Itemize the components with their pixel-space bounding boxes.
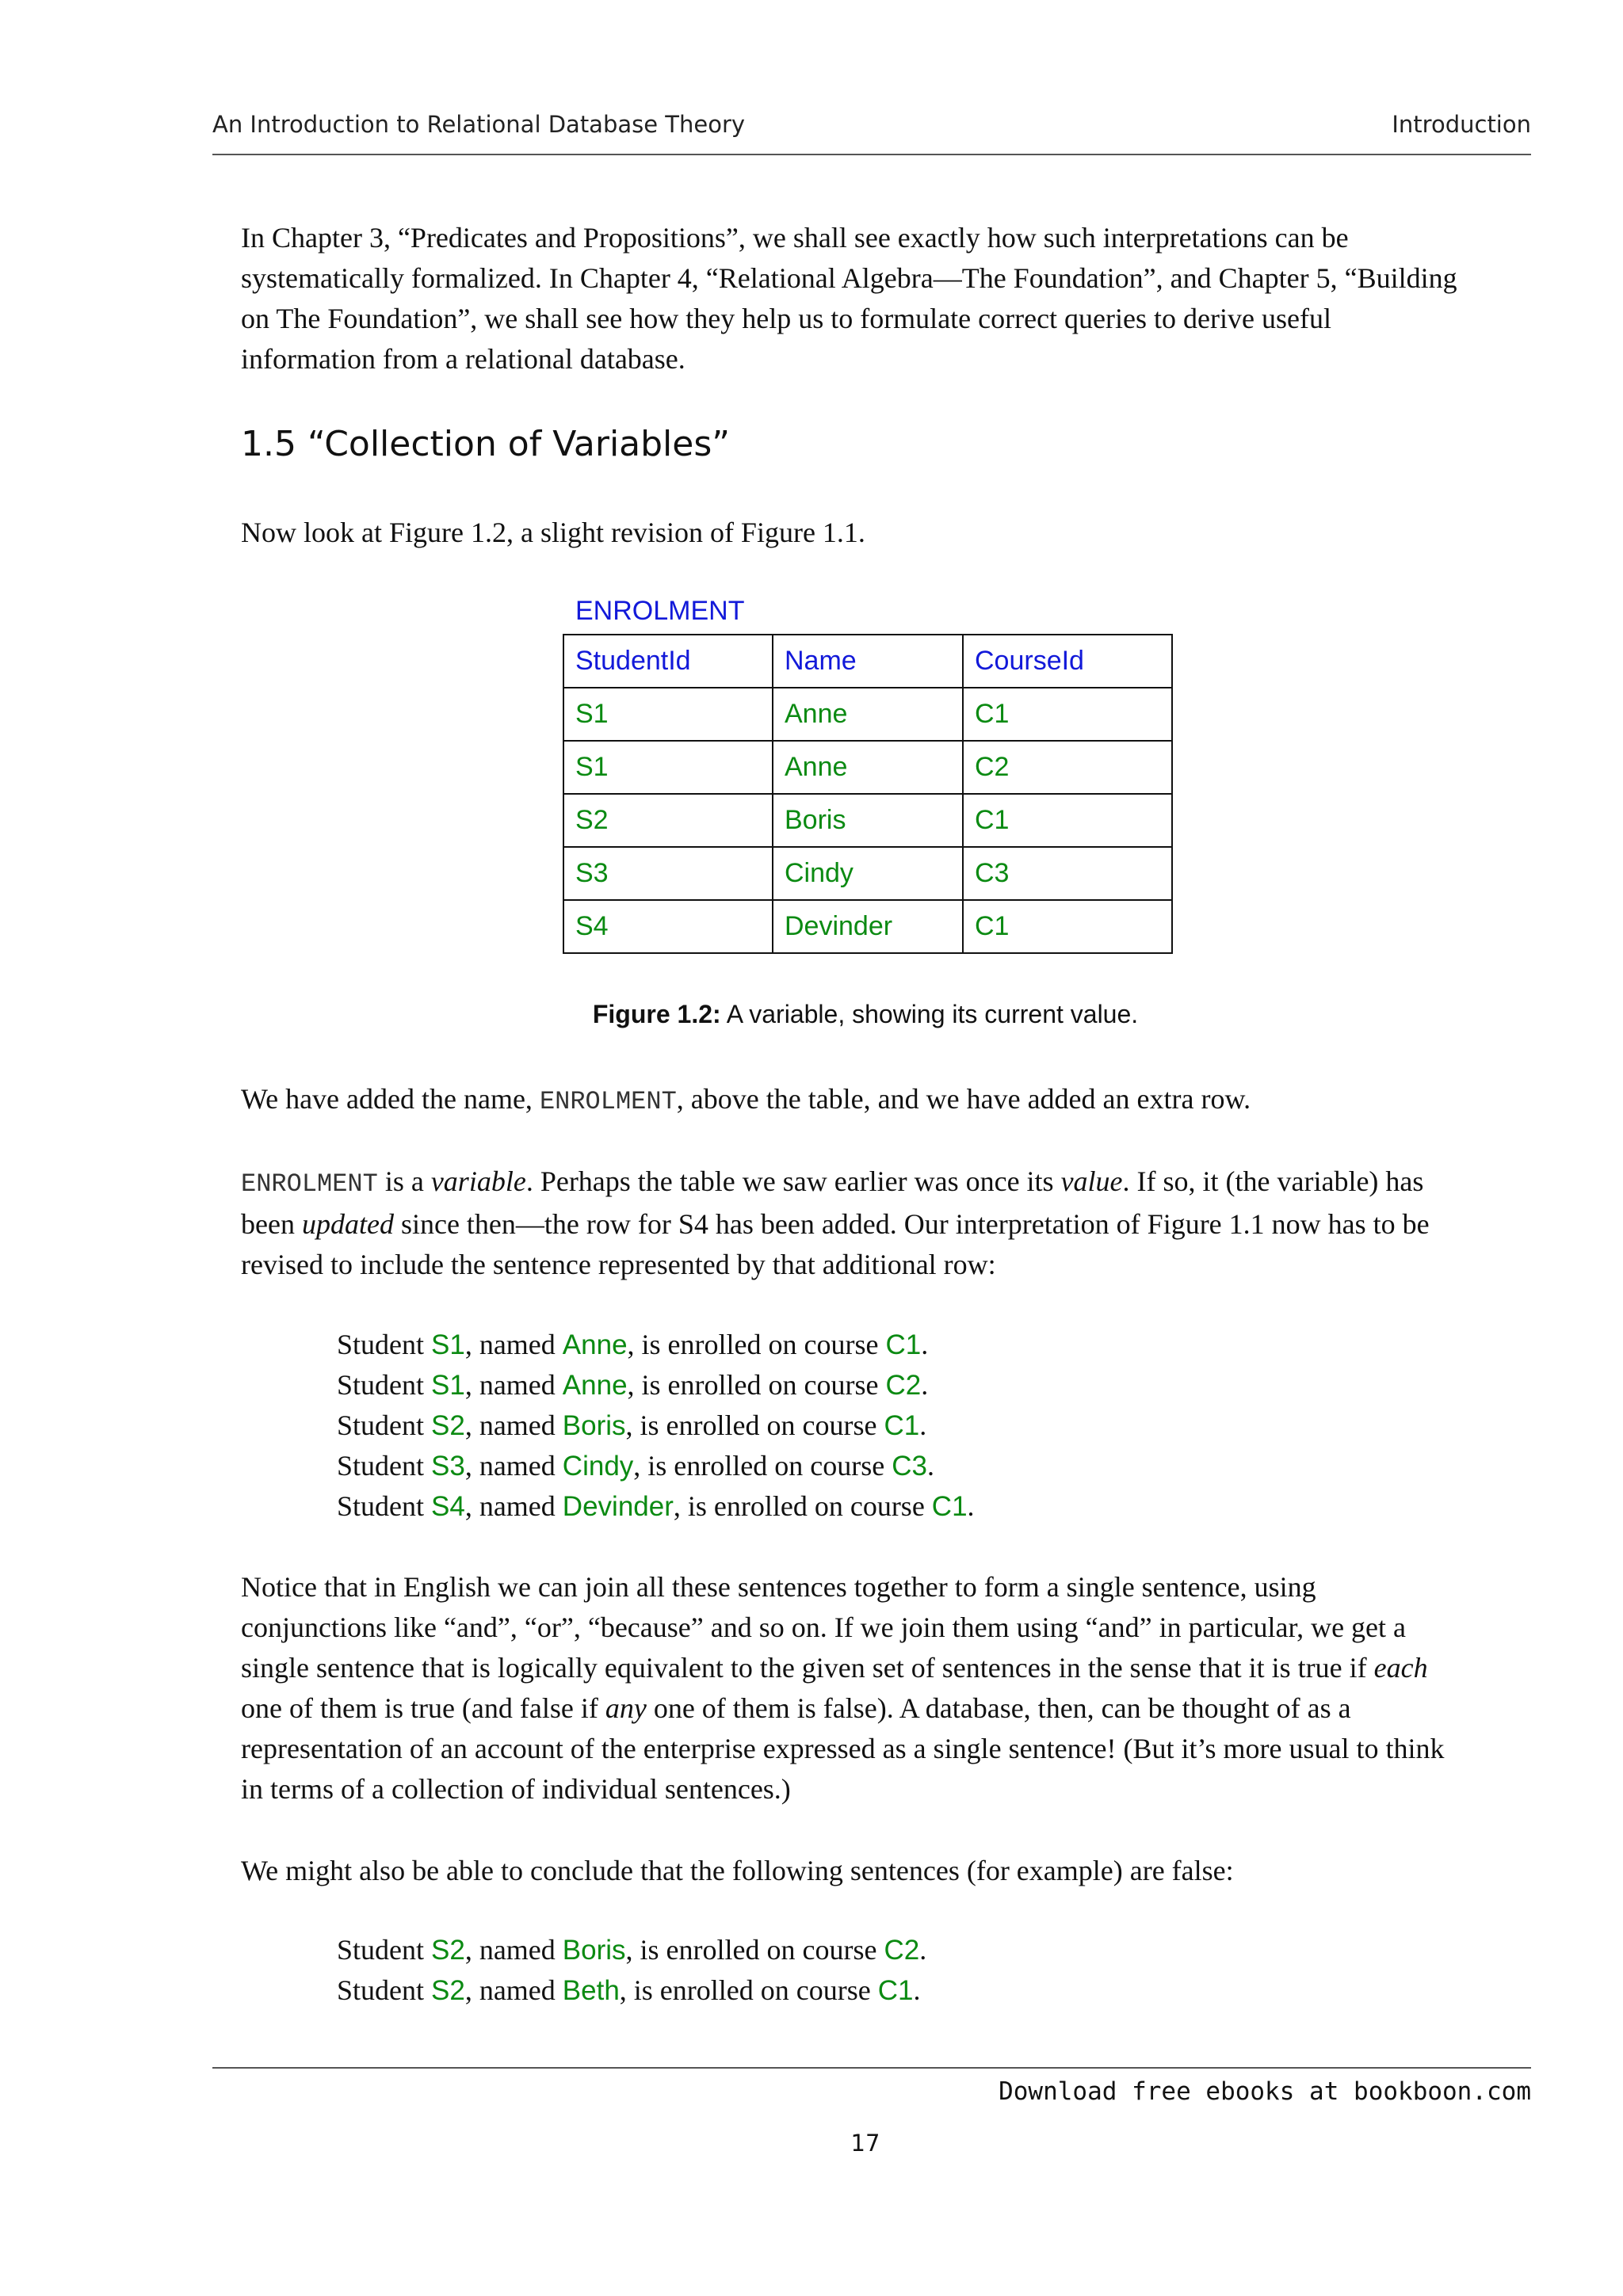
paragraph-line: single sentence that is logically equivalent to the given set of sentences in the sense that it is true if each	[241, 1652, 1428, 1684]
false-sentence-list	[337, 1930, 926, 2011]
table-cell: Anne	[773, 688, 963, 741]
table-row	[563, 847, 1172, 900]
header-divider	[212, 154, 1531, 155]
table-cell: Devinder	[773, 900, 963, 953]
emphasis: value	[1060, 1165, 1123, 1197]
table-cell: S1	[563, 741, 773, 794]
intro-paragraph	[241, 218, 1509, 379]
table-cell: S4	[563, 900, 773, 953]
figure-caption	[0, 1000, 1623, 1029]
column-header: CourseId	[963, 635, 1172, 688]
section-heading: 1.5 “Collection of Variables”	[241, 424, 731, 464]
table-row	[563, 741, 1172, 794]
table-cell: S1	[563, 688, 773, 741]
emphasis: any	[605, 1692, 647, 1724]
text-run: , above the table, and we have added an extra row.	[676, 1083, 1251, 1115]
table-header-row	[563, 635, 1172, 688]
intro-line: systematically formalized. In Chapter 4, “Relational Algebra—The Foundation”, and Chapter 5, “Building	[241, 262, 1457, 294]
table-cell: C1	[963, 794, 1172, 847]
caption-text: A variable, showing its current value.	[720, 1000, 1139, 1028]
paragraph-line: one of them is true (and false if any one of them is false). A database, then, can be thought of as a	[241, 1692, 1351, 1724]
page-number: 17	[850, 2130, 880, 2157]
table-row	[563, 794, 1172, 847]
enrolment-table	[563, 634, 1173, 954]
paragraph-line	[241, 1161, 1509, 1204]
paragraph-line: revised to include the sentence represented by that additional row:	[241, 1249, 996, 1280]
table-cell: Anne	[773, 741, 963, 794]
intro-line: In Chapter 3, “Predicates and Propositions”, we shall see exactly how such interpretations can be	[241, 222, 1349, 254]
intro-line: on The Foundation”, we shall see how they help us to formulate correct queries to derive useful	[241, 303, 1331, 334]
paragraph-line: representation of an account of the enterprise expressed as a single sentence! (But it’s more usual to think	[241, 1733, 1445, 1764]
join-paragraph	[241, 1567, 1509, 1810]
code-relvar-name: ENROLMENT	[241, 1169, 378, 1199]
text-run: is a	[377, 1165, 431, 1197]
footer-divider	[212, 2067, 1531, 2069]
column-header: Name	[773, 635, 963, 688]
text-run: . If so, it (the variable) has	[1122, 1165, 1424, 1197]
text-run: We have added the name,	[241, 1083, 540, 1115]
emphasis: each	[1373, 1652, 1428, 1684]
code-relvar-name: ENROLMENT	[539, 1087, 677, 1116]
variable-paragraph	[241, 1161, 1509, 1285]
sentence: Student S1, named Anne, is enrolled on course C1.	[337, 1329, 929, 1360]
sentence: Student S2, named Boris, is enrolled on course C1.	[337, 1409, 927, 1441]
caption-label: Figure 1.2:	[592, 1000, 721, 1028]
table-cell: S2	[563, 794, 773, 847]
table-cell: C1	[963, 688, 1172, 741]
paragraph-line: in terms of a collection of individual sentences.)	[241, 1773, 791, 1805]
table-cell: Boris	[773, 794, 963, 847]
figure-intro-paragraph: Now look at Figure 1.2, a slight revision of Figure 1.1.	[241, 517, 865, 548]
table-cell: S3	[563, 847, 773, 900]
download-link[interactable]: Download free ebooks at bookboon.com	[999, 2077, 1531, 2106]
intro-line: information from a relational database.	[241, 343, 685, 375]
paragraph-line: conjunctions like “and”, “or”, “because” and so on. If we join them using “and” in particular, we get a	[241, 1611, 1407, 1643]
sentence: Student S2, named Beth, is enrolled on course C1.	[337, 1974, 921, 2006]
sentence: Student S2, named Boris, is enrolled on course C2.	[337, 1934, 927, 1966]
table-row	[563, 900, 1172, 953]
running-header-title: An Introduction to Relational Database Theory	[212, 111, 746, 138]
sentence: Student S4, named Devinder, is enrolled on course C1.	[337, 1490, 975, 1522]
paragraph-line: Notice that in English we can join all these sentences together to form a single sentence, using	[241, 1571, 1316, 1603]
sentence: Student S1, named Anne, is enrolled on course C2.	[337, 1369, 929, 1401]
emphasis: updated	[301, 1208, 394, 1240]
paragraph-line	[241, 1204, 1509, 1245]
table-cell: C2	[963, 741, 1172, 794]
running-header-section: Introduction	[1392, 111, 1531, 138]
text-run: been	[241, 1208, 302, 1240]
added-paragraph	[241, 1079, 1509, 1122]
table-row	[563, 688, 1172, 741]
emphasis: variable	[430, 1165, 526, 1197]
false-intro-paragraph: We might also be able to conclude that the following sentences (for example) are false:	[241, 1855, 1234, 1886]
true-sentence-list	[337, 1325, 975, 1527]
table-cell: C3	[963, 847, 1172, 900]
text-run: . Perhaps the table we saw earlier was once its	[525, 1165, 1061, 1197]
table-cell: Cindy	[773, 847, 963, 900]
column-header: StudentId	[563, 635, 773, 688]
table-cell: C1	[963, 900, 1172, 953]
relvar-name: ENROLMENT	[575, 596, 745, 626]
sentence: Student S3, named Cindy, is enrolled on course C3.	[337, 1450, 934, 1482]
text-run: since then—the row for S4 has been added. Our interpretation of Figure 1.1 now has to be	[393, 1208, 1430, 1240]
